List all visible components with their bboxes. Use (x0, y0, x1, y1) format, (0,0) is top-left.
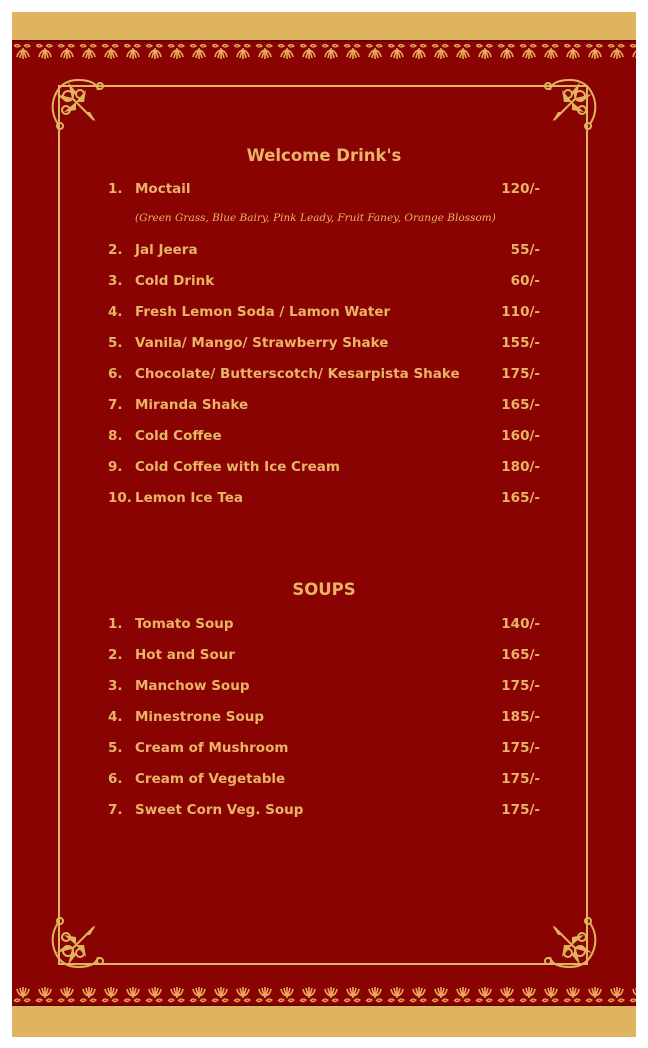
menu-item (108, 678, 540, 698)
section-title-welcome-drinks: Welcome Drink's (246, 146, 402, 165)
corner-flourish-icon (542, 72, 602, 132)
top-ornamental-border (12, 42, 636, 62)
item-price: 185/- (501, 709, 540, 725)
menu-item (108, 366, 540, 386)
item-number: 10. (108, 490, 132, 506)
menu-item (108, 771, 540, 791)
item-note: (Green Grass, Blue Bairy, Pink Leady, Fruit Faney, Orange Blossom) (135, 212, 496, 224)
menu-item (108, 242, 540, 262)
item-name: Tomato Soup (135, 616, 234, 632)
corner-flourish-icon (46, 915, 106, 975)
item-number: 7. (108, 397, 123, 413)
item-name: Manchow Soup (135, 678, 250, 694)
section-title-soups: SOUPS (292, 580, 356, 599)
item-price: 175/- (501, 771, 540, 787)
menu-item (108, 647, 540, 667)
corner-flourish-icon (46, 72, 106, 132)
item-name: Vanila/ Mango/ Strawberry Shake (135, 335, 389, 351)
bottom-gold-band (12, 1006, 636, 1037)
menu-item (108, 335, 540, 355)
top-gold-band (12, 12, 636, 40)
item-price: 155/- (501, 335, 540, 351)
item-number: 1. (108, 616, 123, 632)
item-price: 120/- (501, 181, 540, 197)
menu-item (108, 428, 540, 448)
item-price: 140/- (501, 616, 540, 632)
item-name: Lemon Ice Tea (135, 490, 243, 506)
menu-item (108, 459, 540, 479)
menu-page (12, 12, 636, 1037)
item-name: Cream of Mushroom (135, 740, 289, 756)
item-number: 1. (108, 181, 123, 197)
menu-item (108, 802, 540, 822)
item-number: 3. (108, 678, 123, 694)
item-name: Fresh Lemon Soda / Lamon Water (135, 304, 391, 320)
item-number: 2. (108, 242, 123, 258)
item-price: 160/- (501, 428, 540, 444)
item-number: 6. (108, 771, 123, 787)
menu-item (108, 304, 540, 324)
item-number: 6. (108, 366, 123, 382)
item-price: 55/- (510, 242, 540, 258)
item-name: Hot and Sour (135, 647, 236, 663)
item-number: 5. (108, 335, 123, 351)
menu-item (108, 181, 540, 201)
item-price: 175/- (501, 802, 540, 818)
item-name: Cold Drink (135, 273, 215, 289)
item-number: 5. (108, 740, 123, 756)
item-number: 8. (108, 428, 123, 444)
item-price: 165/- (501, 647, 540, 663)
item-name: Cold Coffee with Ice Cream (135, 459, 340, 475)
item-price: 175/- (501, 678, 540, 694)
menu-item (108, 709, 540, 729)
menu-item (108, 397, 540, 417)
item-number: 2. (108, 647, 123, 663)
item-name: Cream of Vegetable (135, 771, 286, 787)
item-number: 3. (108, 273, 123, 289)
item-name: Minestrone Soup (135, 709, 264, 725)
bottom-ornamental-border (12, 984, 636, 1004)
item-name: Moctail (135, 181, 191, 197)
item-number: 7. (108, 802, 123, 818)
item-name: Jal Jeera (135, 242, 198, 258)
item-price: 165/- (501, 490, 540, 506)
item-name: Miranda Shake (135, 397, 249, 413)
item-name: Chocolate/ Butterscotch/ Kesarpista Shake (135, 366, 460, 382)
item-price: 175/- (501, 366, 540, 382)
menu-item (108, 273, 540, 293)
item-price: 60/- (510, 273, 540, 289)
item-number: 4. (108, 709, 123, 725)
menu-item (108, 616, 540, 636)
corner-flourish-icon (542, 915, 602, 975)
item-price: 165/- (501, 397, 540, 413)
item-price: 110/- (501, 304, 540, 320)
item-price: 180/- (501, 459, 540, 475)
menu-item (108, 740, 540, 760)
item-number: 4. (108, 304, 123, 320)
item-name: Cold Coffee (135, 428, 222, 444)
item-name: Sweet Corn Veg. Soup (135, 802, 304, 818)
item-price: 175/- (501, 740, 540, 756)
item-number: 9. (108, 459, 123, 475)
menu-item (108, 490, 540, 510)
